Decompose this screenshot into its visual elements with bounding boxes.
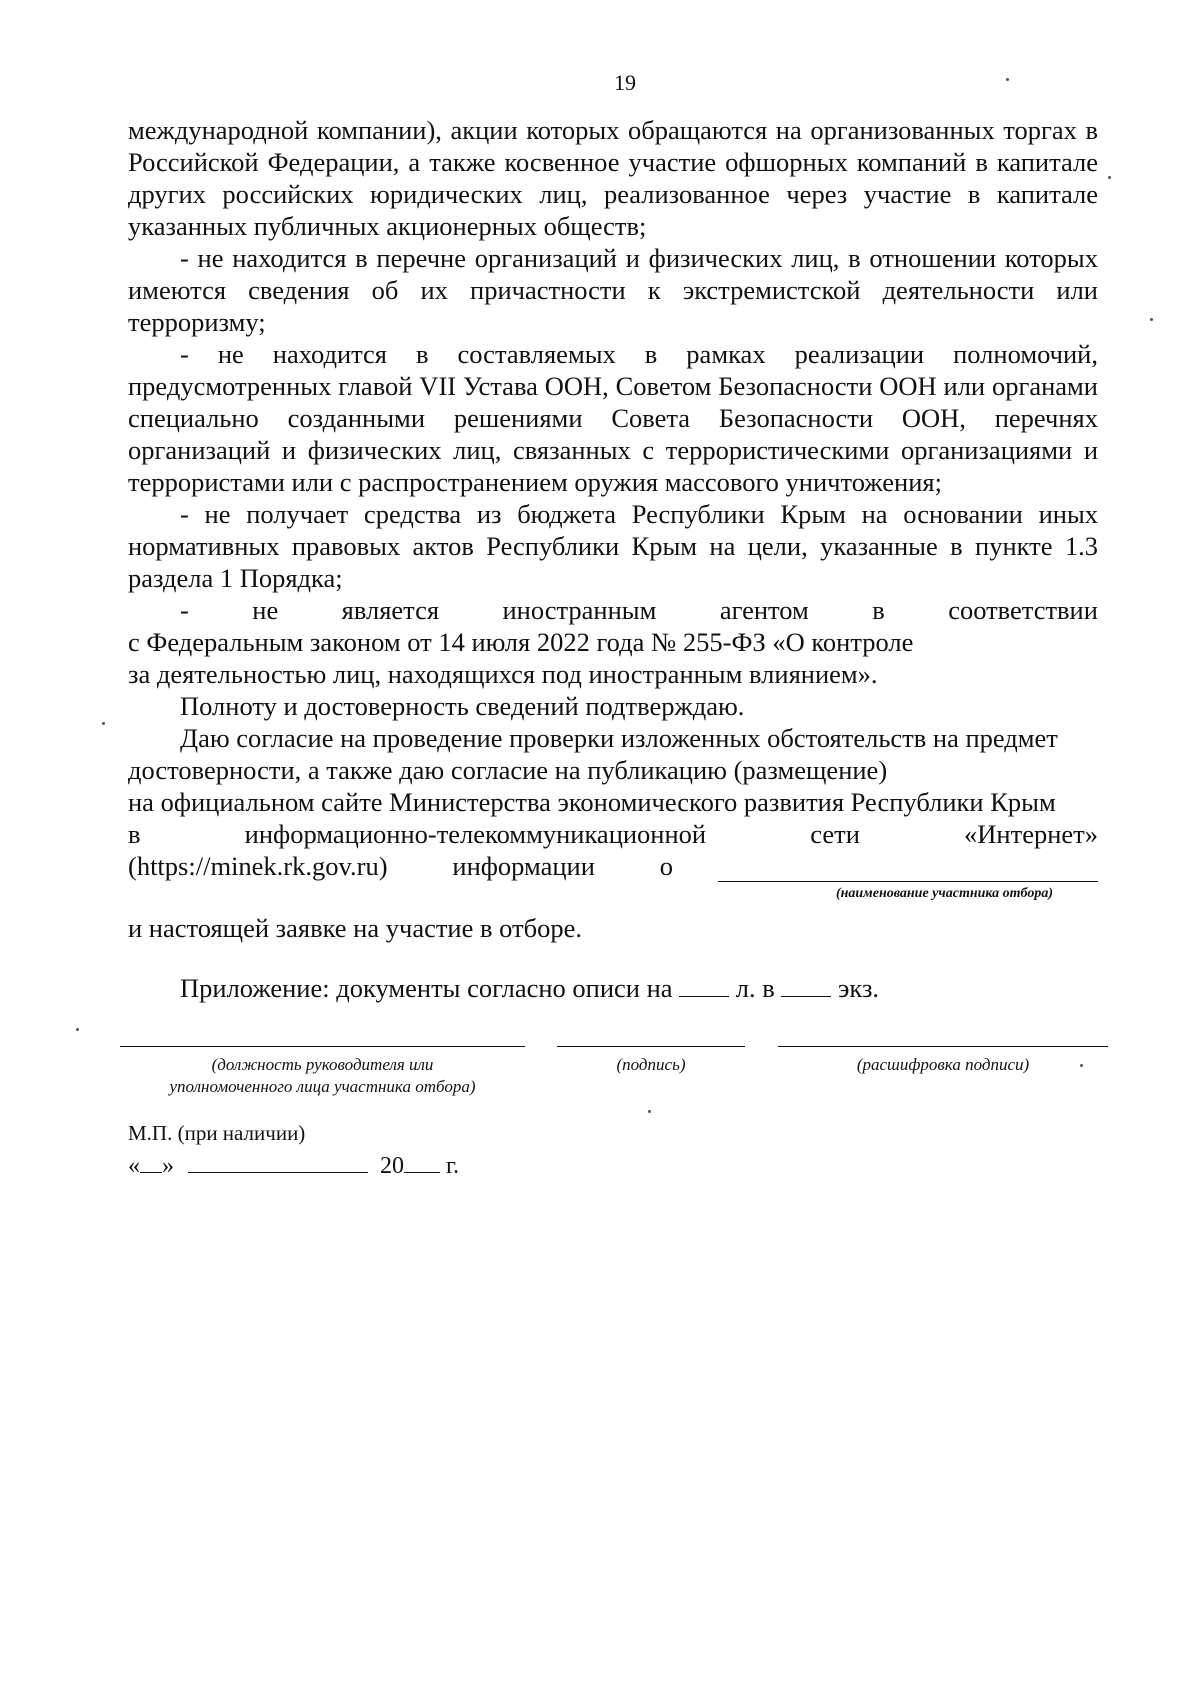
paragraph-consent-line2: достоверности, а также даю согласие на публикацию (размещение) — [128, 755, 888, 785]
consent-line5-words — [128, 850, 673, 882]
appendix-prefix: Приложение: документы согласно описи на — [180, 973, 673, 1003]
date-line — [128, 1150, 459, 1181]
paragraph-consent-line4 — [128, 818, 1098, 850]
position-caption — [120, 1054, 525, 1098]
paragraph-consent-line5 — [128, 850, 1098, 882]
paragraph-offshore-participation: международной компании), акции которых обращаются на организованных торгах в Российской Федерации, а также косвенное участие офшорных компаний в капитале других российских юридических лиц, реализованное через участие в капитале указанных публичных акционерных обществ; — [128, 115, 1098, 241]
signature-line[interactable] — [557, 1046, 745, 1047]
signature-decode-line[interactable] — [778, 1046, 1108, 1047]
paragraph-consent-line3: на официальном сайте Министерства экономического развития Республики Крым — [128, 787, 1056, 817]
scan-speck — [1150, 318, 1153, 321]
word: - — [180, 595, 189, 625]
paragraph-application: и настоящей заявке на участие в отборе. — [128, 913, 582, 943]
word: в — [128, 819, 141, 849]
scan-speck — [1080, 1064, 1083, 1067]
page-number: 19 — [614, 70, 636, 95]
date-open-quote: « — [128, 1153, 140, 1179]
date-close-quote: » — [162, 1153, 174, 1179]
signature-caption: (подпись) — [616, 1055, 686, 1074]
word: является — [341, 595, 440, 625]
paragraph-appendix — [128, 972, 1098, 1004]
word: сети — [810, 819, 860, 849]
position-signature-line[interactable] — [120, 1046, 525, 1047]
appendix-suffix: экз. — [838, 973, 880, 1003]
scan-speck — [648, 1110, 651, 1113]
paragraph-un-sanctions-list: - не находится в составляемых в рамках реализации полномочий, предусмотренных главой VII Устава ООН, Советом Безопасности ООН или органами специально созданными решениями Совета Безопасности ООН, перечнях организаций и физических лиц, связанных с террористическими организациями и террористами или с распространением оружия массового уничтожения; — [128, 339, 1098, 497]
paragraph-budget-funds: - не получает средства из бюджета Республики Крым на основании иных нормативных правовых актов Республики Крым на цели, указанные в пункте 1.3 раздела 1 Порядка; — [128, 499, 1098, 593]
stamp-place-label: М.П. (при наличии) — [128, 1121, 306, 1145]
day-blank[interactable] — [140, 1150, 162, 1173]
word: в — [872, 595, 885, 625]
appendix-mid: л. в — [735, 973, 775, 1003]
word: не — [252, 595, 279, 625]
word: соответствии — [948, 595, 1098, 625]
paragraph-extremism-list: - не находится в перечне организаций и физических лиц, в отношении которых имеются сведения об их причастности к экстремистской деятельности или терроризму; — [128, 243, 1098, 337]
paragraph-foreign-agent-line2: с Федеральным законом от 14 июля 2022 года № 255-ФЗ «О контроле — [128, 627, 914, 657]
year-suffix: г. — [446, 1153, 460, 1179]
signature-decode-caption: (расшифровка подписи) — [856, 1055, 1030, 1074]
word: иностранным — [502, 595, 657, 625]
scan-speck — [1006, 78, 1009, 81]
word: информации — [452, 851, 595, 881]
site-url: (https://minek.rk.gov.ru) — [128, 851, 388, 881]
year-blank[interactable] — [404, 1150, 440, 1173]
paragraph-consent-line1: Даю согласие на проведение проверки изложенных обстоятельств на предмет — [180, 723, 1058, 753]
participant-name-blank[interactable] — [718, 853, 1098, 882]
paragraph-foreign-agent-line1 — [128, 594, 1098, 626]
position-caption-line1: (должность руководителя или — [211, 1055, 434, 1074]
word: «Интернет» — [964, 819, 1098, 849]
year-prefix: 20 — [380, 1153, 404, 1179]
month-blank[interactable] — [188, 1150, 368, 1173]
document-body — [128, 114, 1098, 1004]
word: информационно-телекоммуникационной — [244, 819, 707, 849]
sheets-count-blank[interactable] — [679, 974, 729, 997]
paragraph-foreign-agent-line3: за деятельностью лиц, находящихся под иностранным влиянием». — [128, 659, 878, 689]
position-caption-line2: уполномоченного лица участника отбора) — [169, 1077, 476, 1096]
copies-count-blank[interactable] — [781, 974, 831, 997]
paragraph-confirmation: Полноту и достоверность сведений подтверждаю. — [180, 691, 745, 721]
participant-name-caption: (наименование участника отбора) — [835, 886, 1053, 901]
scan-speck — [102, 722, 105, 725]
scan-speck — [76, 1028, 79, 1031]
scan-speck — [1108, 176, 1111, 179]
word: о — [659, 851, 673, 881]
word: агентом — [719, 595, 809, 625]
